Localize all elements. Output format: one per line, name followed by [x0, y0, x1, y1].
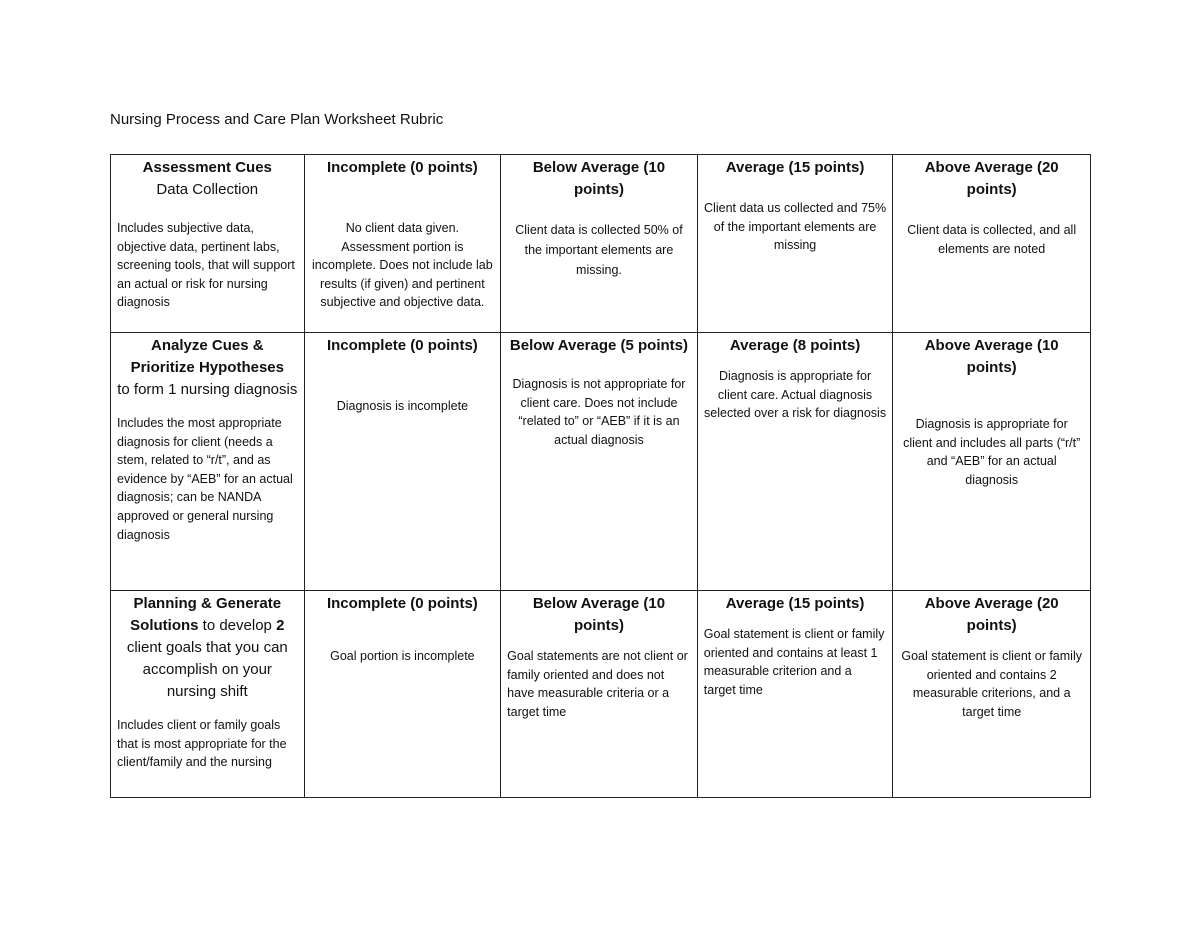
level-cell-above-average	[893, 155, 1091, 333]
level-description: Client data us collected and 75% of the important elements are missing	[704, 201, 887, 253]
criterion-description: Includes the most appropriate diagnosis for client (needs a stem, related to “r/t”, and as evidence by “AEB” for an actual diagnosis; can be NANDA approved or general nursing diagnosis	[117, 416, 293, 542]
level-heading: Above Average (10 points)	[924, 337, 1059, 376]
criterion-heading	[117, 593, 298, 703]
level-description: Client data is collected 50% of the important elements are missing.	[515, 223, 683, 277]
rubric-row-planning	[111, 591, 1091, 798]
level-heading: Below Average (10 points)	[532, 595, 666, 634]
level-heading: Below Average (5 points)	[509, 337, 689, 354]
level-description: Client data is collected, and all elements are noted	[907, 223, 1077, 256]
level-description: Diagnosis is appropriate for client care. Actual diagnosis selected over a risk for diagnosis	[704, 369, 887, 421]
level-description: No client data given. Assessment portion is incomplete. Does not include lab results (if given) and pertinent subjective and objective data.	[312, 221, 493, 310]
criterion-cell	[111, 333, 305, 591]
criterion-subtitle: to form 1 nursing diagnosis	[117, 381, 298, 398]
level-cell-incomplete	[304, 591, 501, 798]
level-description: Goal portion is incomplete	[330, 649, 475, 663]
level-cell-average	[697, 591, 893, 798]
level-cell-average	[697, 333, 893, 591]
rubric-row-analyze	[111, 333, 1091, 591]
criterion-cell	[111, 155, 305, 333]
level-description: Diagnosis is incomplete	[336, 399, 469, 413]
level-cell-above-average	[893, 591, 1091, 798]
level-heading: Average (15 points)	[725, 159, 865, 176]
criterion-goal-count: 2	[276, 617, 285, 634]
level-cell-above-average	[893, 333, 1091, 591]
level-description: Diagnosis is not appropriate for client care. Does not include “related to” or “AEB” if it is an actual diagnosis	[512, 377, 686, 447]
level-heading: Above Average (20 points)	[924, 159, 1059, 198]
level-cell-average	[697, 155, 893, 333]
criterion-title: Planning & Generate Solutions	[130, 595, 282, 634]
level-heading: Average (15 points)	[725, 595, 865, 612]
level-description: Goal statements are not client or family oriented and does not have measurable criteria or a target time	[507, 649, 688, 719]
criterion-description: Includes subjective data, objective data, pertinent labs, screening tools, that will support an actual or risk for nursing diagnosis	[117, 221, 295, 310]
level-cell-below-average	[501, 333, 698, 591]
criterion-cell	[111, 591, 305, 798]
level-cell-incomplete	[304, 333, 501, 591]
level-heading: Average (8 points)	[729, 337, 861, 354]
criterion-title: Analyze Cues & Prioritize Hypotheses	[130, 337, 284, 376]
level-heading: Incomplete (0 points)	[326, 159, 478, 176]
level-heading: Below Average (10 points)	[532, 159, 666, 198]
level-heading: Incomplete (0 points)	[326, 595, 478, 612]
criterion-heading	[117, 157, 298, 201]
level-heading: Incomplete (0 points)	[326, 337, 478, 354]
rubric-table	[110, 154, 1091, 798]
level-heading: Above Average (20 points)	[924, 595, 1059, 634]
criterion-heading	[117, 335, 298, 401]
level-cell-below-average	[501, 155, 698, 333]
level-cell-incomplete	[304, 155, 501, 333]
level-description: Diagnosis is appropriate for client and includes all parts (“r/t” and “AEB” for an actual diagnosis	[903, 417, 1081, 487]
rubric-row-assessment	[111, 155, 1091, 333]
criterion-title: Assessment Cues	[142, 159, 272, 176]
criterion-title-suffix: to develop	[202, 617, 272, 634]
criterion-description: Includes client or family goals that is most appropriate for the client/family and the nursing	[117, 718, 287, 770]
level-description: Goal statement is client or family oriented and contains 2 measurable criterions, and a target time	[901, 649, 1082, 719]
criterion-subtitle: client goals that you can accomplish on your nursing shift	[126, 639, 288, 700]
document-title: Nursing Process and Care Plan Worksheet Rubric	[110, 111, 444, 128]
level-description: Goal statement is client or family oriented and contains at least 1 measurable criterion and a target time	[703, 627, 885, 697]
criterion-subtitle: Data Collection	[156, 181, 259, 198]
level-cell-below-average	[501, 591, 698, 798]
